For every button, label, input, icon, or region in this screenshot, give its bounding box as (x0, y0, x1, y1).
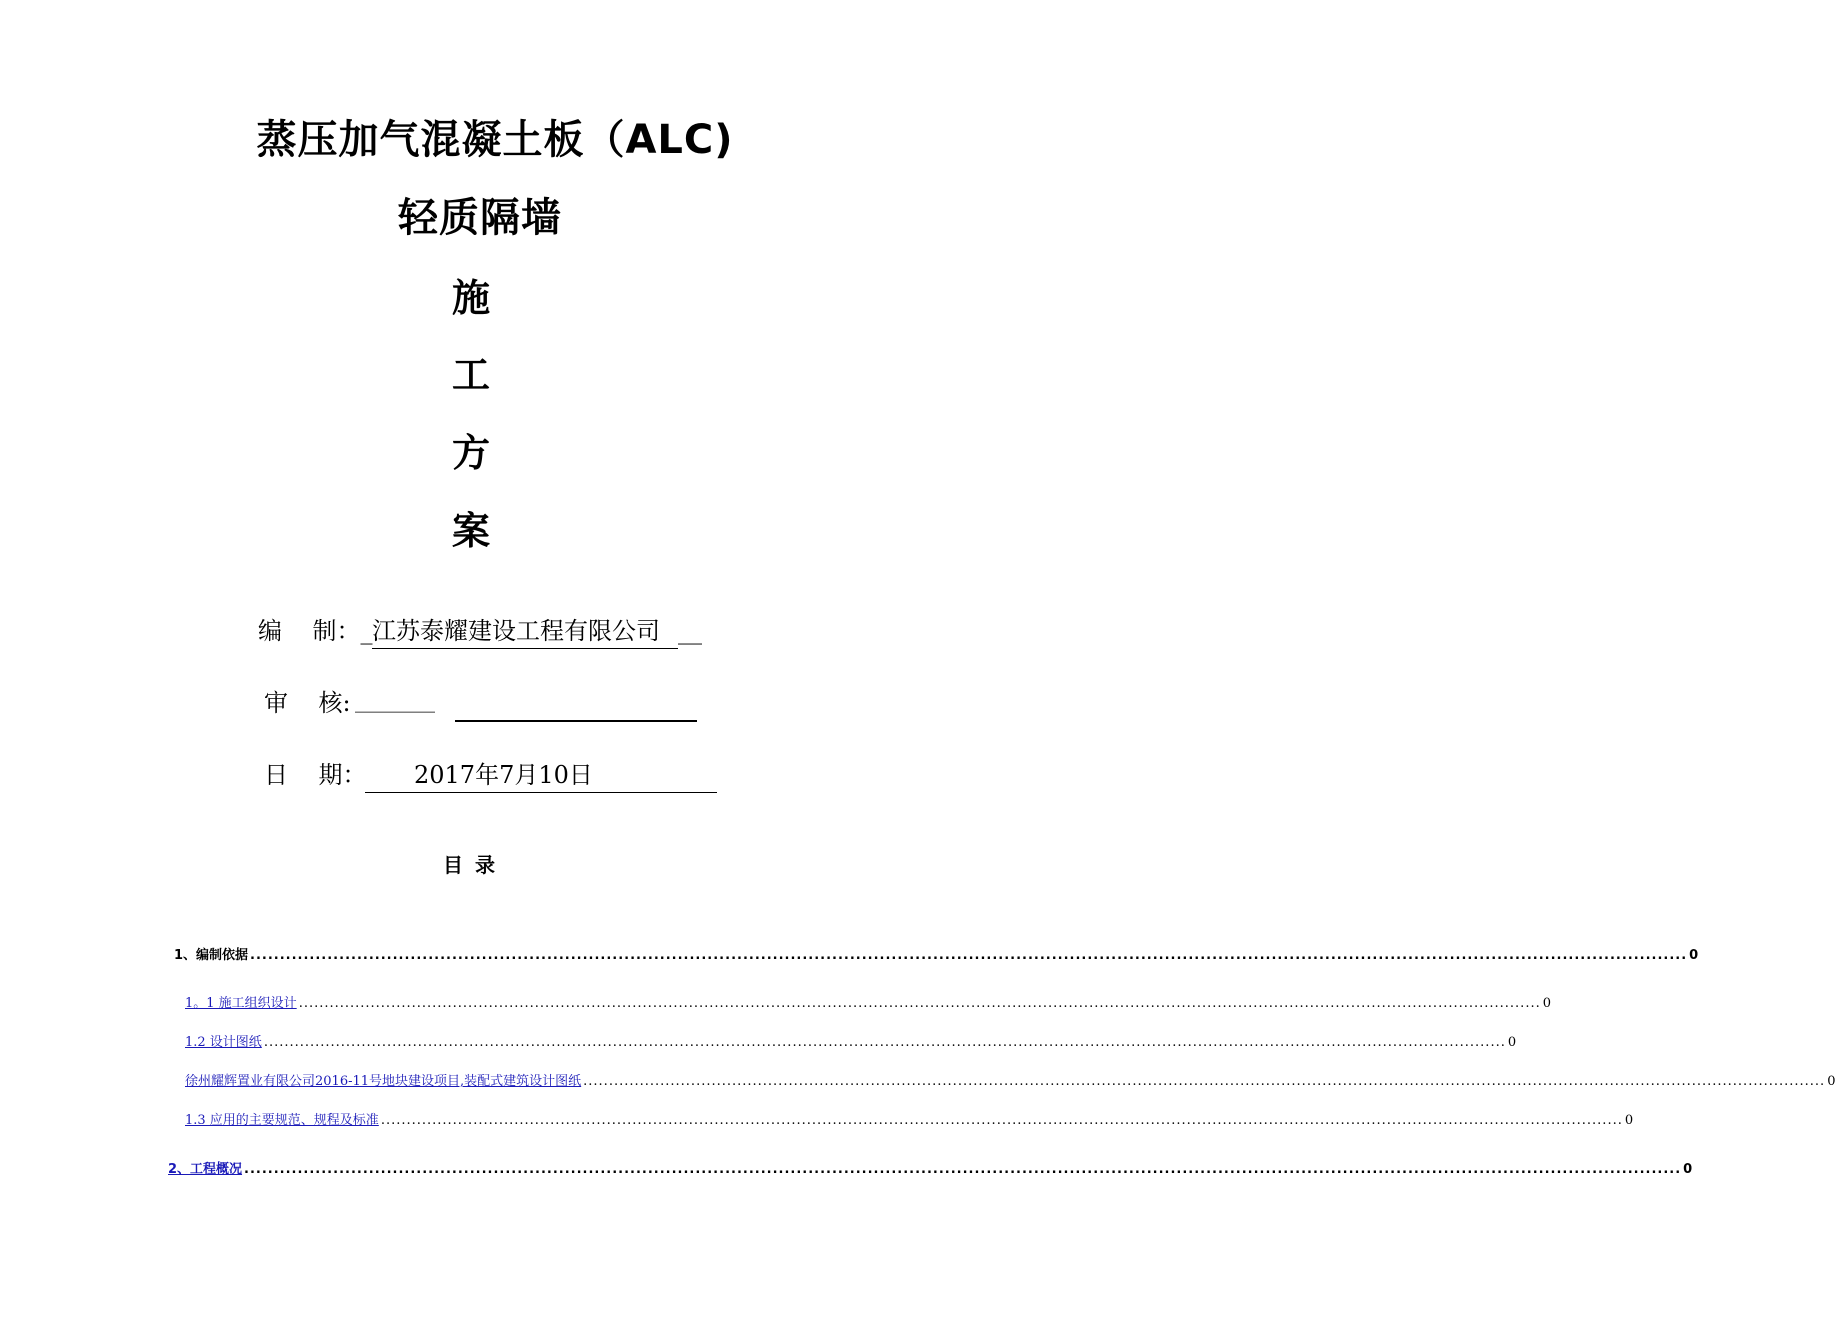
reviewer-label: 审 核: (264, 689, 351, 717)
toc-page-number: 0 (1542, 996, 1551, 1011)
toc-heading: 目录 (443, 853, 507, 877)
toc-entry-text: 1、编制依据 (174, 948, 249, 963)
subtitle: 轻质隔墙 (398, 195, 562, 241)
toc-entry-link[interactable]: 2、工程概况 (168, 1162, 243, 1177)
reviewer-blank: ________ (355, 689, 435, 713)
toc-entry-link[interactable]: 徐州耀辉置业有限公司2016-11号地块建设项目,装配式建筑设计图纸 (185, 1074, 582, 1089)
toc-entry-2[interactable] (185, 995, 1551, 1013)
toc-entry-3[interactable] (185, 1034, 1517, 1052)
toc-entry-4[interactable] (185, 1073, 1835, 1091)
toc-page-number: 0 (1624, 1113, 1634, 1128)
compiler-tail: __ (678, 617, 702, 645)
toc-entry-5[interactable] (185, 1112, 1634, 1130)
toc-page-number: 0 (1827, 1074, 1835, 1089)
compiler-label: 编 制：_ (258, 617, 373, 645)
toc-entry-6[interactable] (168, 1161, 1693, 1179)
toc-entry-link[interactable]: 1。1 施工组织设计 (185, 996, 297, 1011)
toc-page-number: 0 (1683, 1162, 1693, 1177)
reviewer-underline (455, 720, 697, 722)
toc-page-number: 0 (1689, 948, 1699, 963)
date-value: 2017年7月10日 (414, 761, 593, 789)
toc-entry-1[interactable] (174, 947, 1699, 965)
toc-page-number: 0 (1507, 1035, 1517, 1050)
compiler-underline (372, 648, 678, 649)
toc-entry-link[interactable]: 1.2 设计图纸 (185, 1035, 262, 1050)
toc-leader-dots: .................................................................................................................................................................................................................................................. (250, 948, 1688, 963)
vertical-title-char-3: 方 (451, 431, 490, 475)
date-underline (365, 792, 717, 793)
compiler-value: 江苏泰耀建设工程有限公司 (372, 617, 660, 645)
vertical-title-char-4: 案 (451, 509, 490, 553)
toc-leader-dots: .................................................................................................................................................................................................................................................. (380, 1113, 1623, 1128)
toc-leader-dots: .................................................................................................................................................................................................................................................. (263, 1035, 1506, 1050)
toc-leader-dots: .................................................................................................................................................................................................................................................. (298, 996, 1541, 1011)
toc-leader-dots: .................................................................................................................................................................................................................................................. (583, 1074, 1826, 1089)
main-title: 蒸压加气混凝土板（ALC) (256, 117, 734, 163)
vertical-title-char-2: 工 (451, 353, 490, 397)
date-label: 日 期： (264, 761, 367, 789)
vertical-title-char-1: 施 (451, 276, 490, 320)
toc-leader-dots: .................................................................................................................................................................................................................................................. (244, 1162, 1682, 1177)
toc-entry-link[interactable]: 1.3 应用的主要规范、规程及标准 (185, 1113, 379, 1128)
